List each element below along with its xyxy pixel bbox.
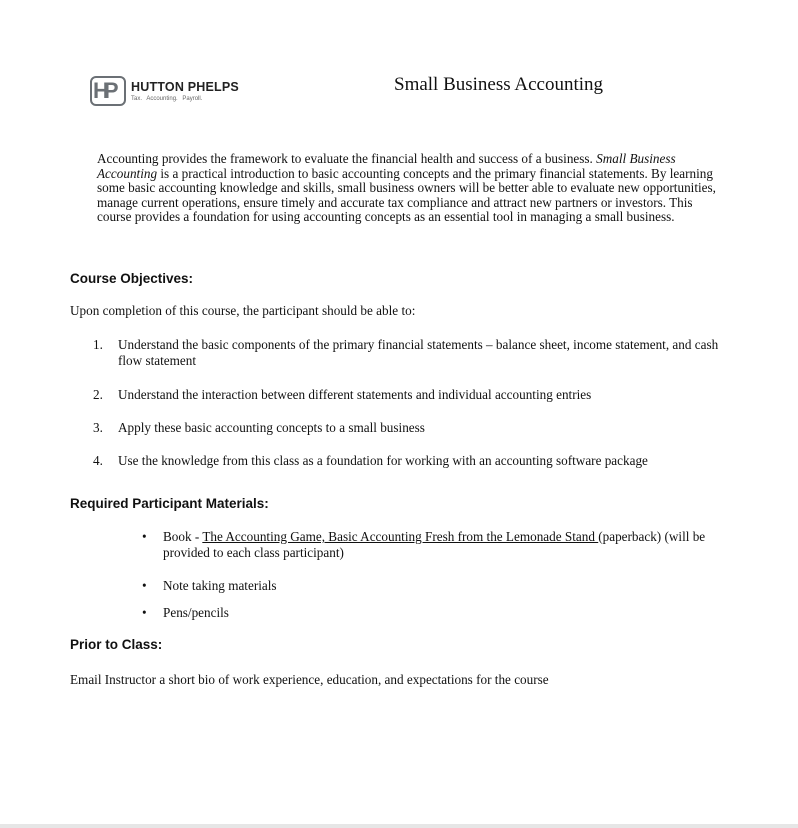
hp-logo-mark-icon [90,76,126,106]
book-suffix: (paperback) (will be provided to each class participant) [163,529,706,560]
bullet-icon: • [142,529,147,544]
hutton-phelps-logo [90,76,260,110]
objectives-lead-text: Upon completion of this course, the participant should be able to: [70,303,416,318]
prior-to-class-heading: Prior to Class: [70,637,163,652]
book-title-link[interactable]: The Accounting Game, Basic Accounting Fresh from the Lemonade Stand [202,529,599,544]
logo-company-name: HUTTON PHELPS [131,80,239,94]
materials-item-text: Note taking materials [163,578,277,593]
intro-paragraph [97,152,725,225]
prior-to-class-text: Email Instructor a short bio of work experience, education, and expectations for the course [70,672,549,687]
intro-text-2: is a practical introduction to basic accounting concepts and the primary financial statements. By learning some basic accounting knowledge and skills, small business owners will be better able to evaluate new opportunities, manage current operations, ensure timely and accurate tax compliance and attract new partners or investors. This course provides a foundation for using accounting concepts as an essential tool in managing a small business. [97,165,716,225]
objective-text: Apply these basic accounting concepts to a small business [118,420,425,435]
materials-item-text: Pens/pencils [163,605,229,620]
objective-text: Understand the interaction between different statements and individual accounting entries [118,387,592,402]
document-title: Small Business Accounting [394,74,603,95]
intro-italic-course-name: Small Business Accounting [97,151,676,181]
logo-mark-text: HP [93,78,114,103]
objective-number: 4. [93,453,103,468]
book-prefix: Book - [163,529,203,544]
objective-text: Use the knowledge from this class as a foundation for working with an accounting software package [118,453,648,468]
logo-tagline: Tax. Accounting. Payroll. [131,96,203,102]
intro-text-1: Accounting provides the framework to evaluate the financial health and success of a business. [97,151,597,166]
objective-number: 2. [93,387,103,402]
objective-number: 1. [93,337,103,352]
page-bottom-edge [0,824,798,828]
book-item-text [163,529,733,561]
objective-text: Understand the basic components of the primary financial statements – balance sheet, income statement, and cash flow statement [118,337,719,368]
bullet-icon: • [142,605,147,620]
course-objectives-heading: Course Objectives: [70,271,194,286]
required-materials-heading: Required Participant Materials: [70,496,269,511]
objective-number: 3. [93,420,103,435]
bullet-icon: • [142,578,147,593]
